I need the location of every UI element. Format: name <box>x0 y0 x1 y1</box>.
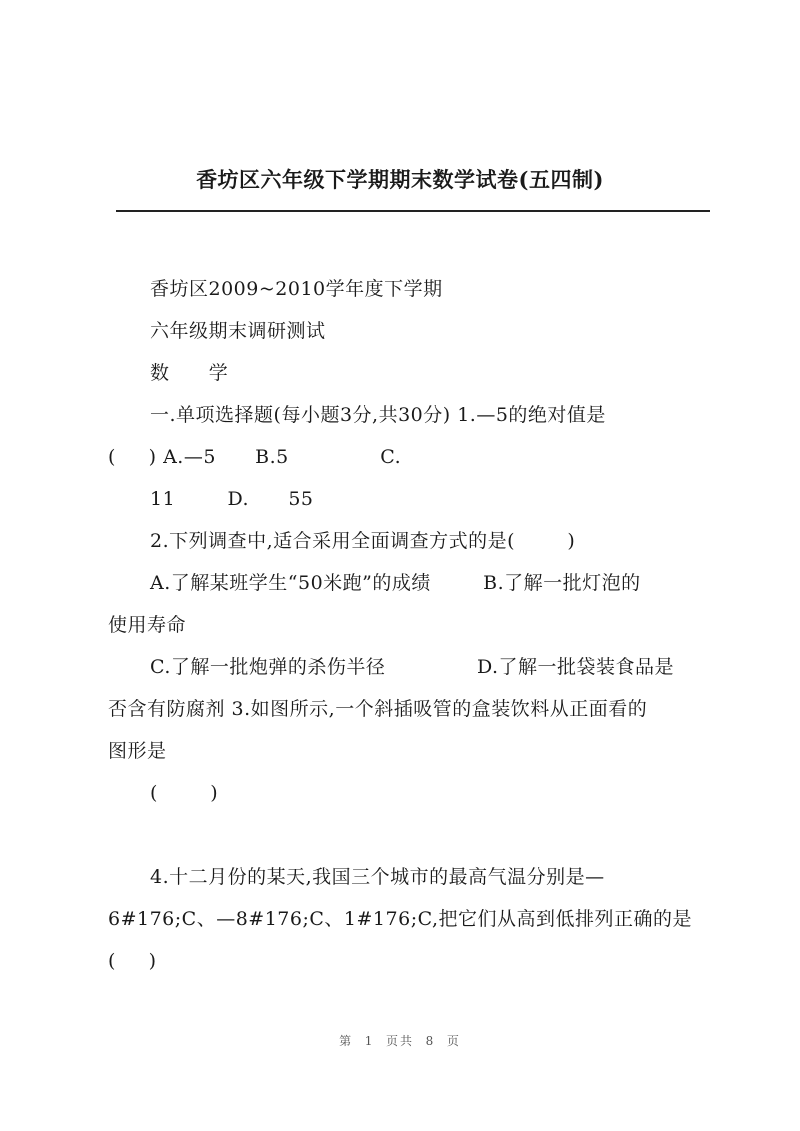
question-4-text: 4.十二月份的某天,我国三个城市的最高气温分别是— <box>150 866 605 888</box>
question-1-options-cont: 11 D. 55 <box>150 488 314 510</box>
question-3-answer-blank: ( ) <box>150 782 219 804</box>
question-3-text: 否含有防腐剂 3.如图所示,一个斜插吸管的盒装饮料从正面看的 <box>108 698 648 720</box>
question-1-options: ( ) A.—5 B.5 C. <box>108 446 402 468</box>
page-footer: 第 1 页共 8 页 <box>339 1034 461 1048</box>
title-divider <box>116 210 710 212</box>
question-2-options-ab-cont: 使用寿命 <box>108 614 187 636</box>
question-2-options-cd: C.了解一批炮弹的杀伤半径 D.了解一批袋装食品是 <box>150 656 675 678</box>
document-title: 香坊区六年级下学期期末数学试卷(五四制) <box>196 167 604 192</box>
section-one-heading: 一.单项选择题(每小题3分,共30分) 1.—5的绝对值是 <box>150 404 606 426</box>
question-4-answer-blank: ( ) <box>108 950 157 972</box>
subject-line: 数 学 <box>150 362 229 384</box>
question-3-text-cont: 图形是 <box>108 740 167 762</box>
question-2-text: 2.下列调查中,适合采用全面调查方式的是( ) <box>150 530 576 552</box>
question-4-text-cont: 6#176;C、—8#176;C、1#176;C,把它们从高到低排列正确的是 <box>108 908 693 930</box>
exam-name-line: 六年级期末调研测试 <box>150 320 326 342</box>
question-2-options-ab: A.了解某班学生“50米跑”的成绩 B.了解一批灯泡的 <box>150 572 641 594</box>
school-term-line: 香坊区2009~2010学年度下学期 <box>150 278 443 300</box>
